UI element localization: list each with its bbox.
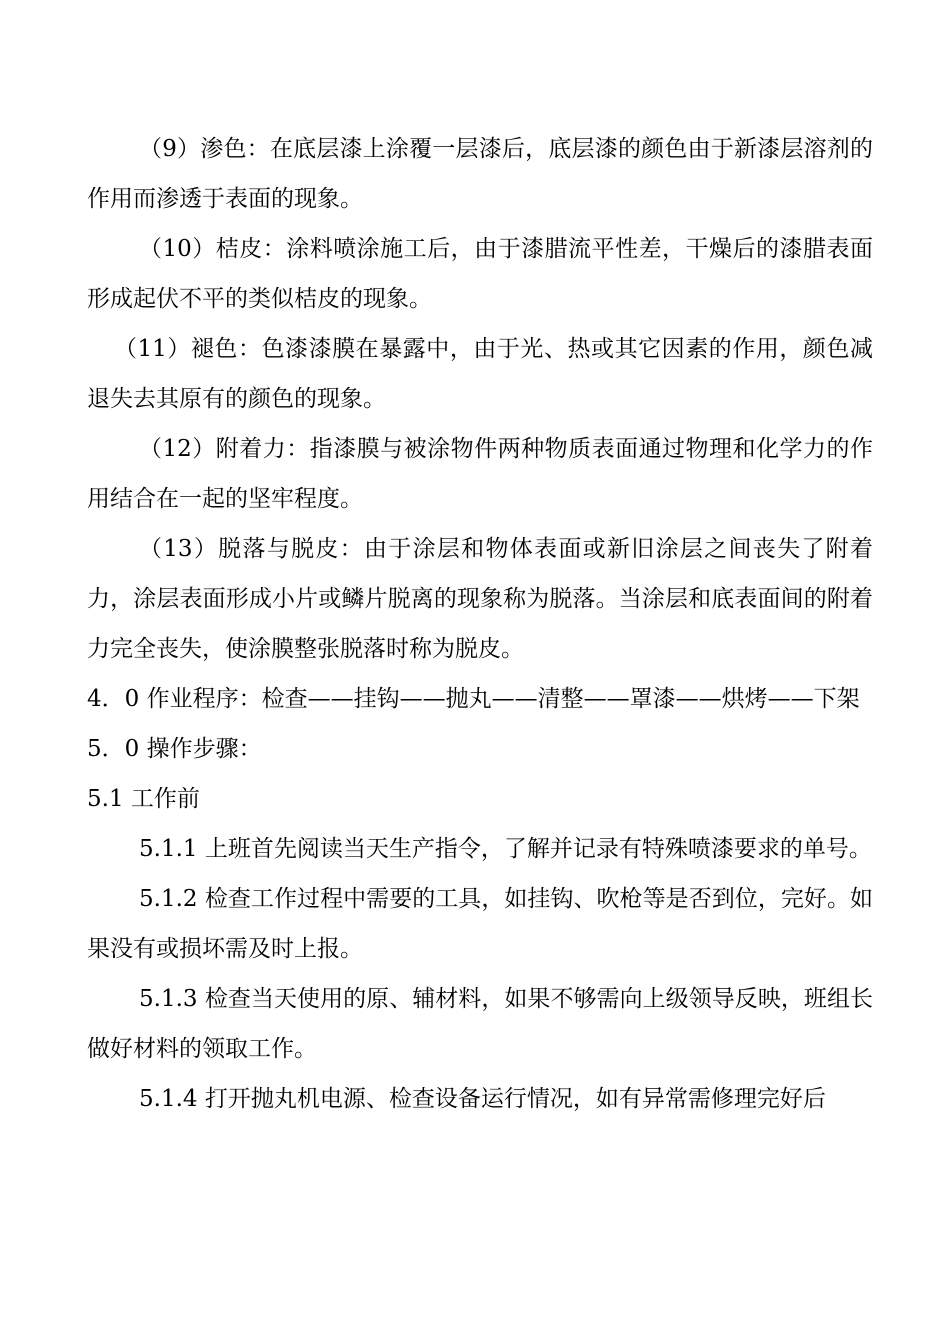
- term-paragraph-fading: （11）褪色：色漆漆膜在暴露中，由于光、热或其它因素的作用，颜色减退失去其原有的颜色的现象。: [87, 336, 873, 412]
- term-paragraph-adhesion: （12）附着力：指漆膜与被涂物件两种物质表面通过物理和化学力的作用结合在一起的坚牢程度。: [87, 436, 873, 512]
- step-paragraph-5-1-1: 5.1.1 上班首先阅读当天生产指令，了解并记录有特殊喷漆要求的单号。: [139, 836, 872, 862]
- step-paragraph-5-1-4: 5.1.4 打开抛丸机电源、检查设备运行情况，如有异常需修理完好后: [139, 1086, 826, 1112]
- term-paragraph-peeling: （13）脱落与脱皮：由于涂层和物体表面或新旧涂层之间丧失了附着力，涂层表面形成小片或鳞片脱离的现象称为脱落。当涂层和底表面间的附着力完全丧失，使涂膜整张脱落时称为脱皮。: [87, 536, 873, 662]
- section-heading-operation-steps: 5．0 操作步骤：: [87, 736, 262, 762]
- subsection-heading-before-work: 5.1 工作前: [87, 786, 200, 812]
- document-body: [87, 124, 873, 1124]
- section-heading-procedure: 4．0 作业程序：检查——挂钩——抛丸——清整——罩漆——烘烤——下架: [87, 686, 860, 712]
- step-paragraph-5-1-2: 5.1.2 检查工作过程中需要的工具，如挂钩、吹枪等是否到位，完好。如果没有或损坏需及时上报。: [87, 886, 873, 962]
- term-paragraph-bleeding: （9）渗色：在底层漆上涂覆一层漆后，底层漆的颜色由于新漆层溶剂的作用而渗透于表面的现象。: [87, 136, 873, 212]
- term-paragraph-orange-peel: （10）桔皮：涂料喷涂施工后，由于漆腊流平性差，干燥后的漆腊表面形成起伏不平的类似桔皮的现象。: [87, 236, 873, 312]
- step-paragraph-5-1-3: 5.1.3 检查当天使用的原、辅材料，如果不够需向上级领导反映，班组长做好材料的领取工作。: [87, 986, 873, 1062]
